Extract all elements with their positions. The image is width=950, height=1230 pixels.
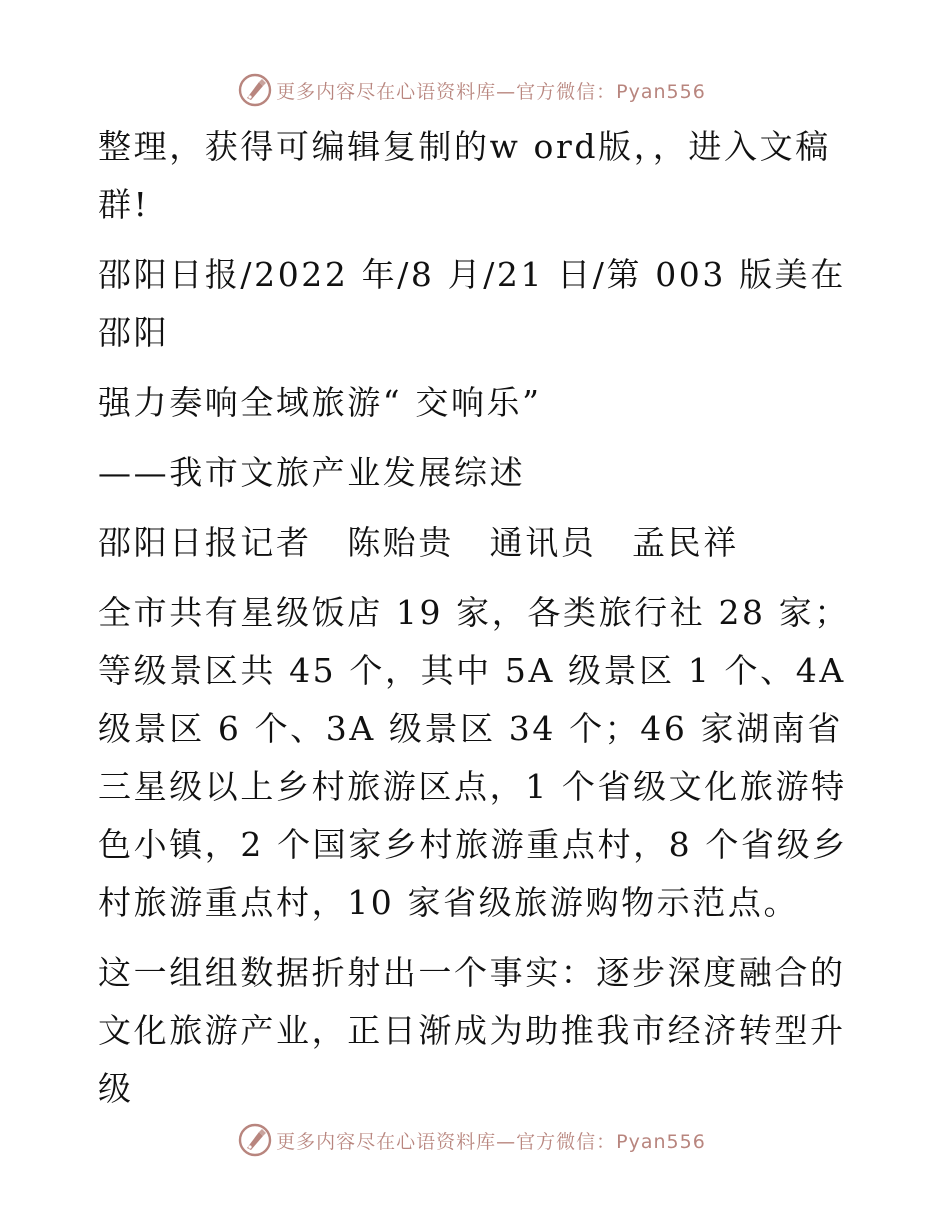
paragraph-conclusion: 这一组组数据折射出一个事实：逐步深度融合的文化旅游产业，正日渐成为助推我市经济转型升级 xyxy=(98,953,846,1108)
paragraph-intro: 整理，获得可编辑复制的w ord版，，进入文稿群! xyxy=(98,127,831,224)
pen-logo-icon xyxy=(238,1123,272,1157)
paragraph-source: 邵阳日报/2022 年/8 月/21 日/第 003 版美在邵阳 xyxy=(98,255,846,352)
watermark-text: 更多内容尽在心语资料库—官方微信：Pyan556 xyxy=(276,80,706,103)
footer-watermark xyxy=(0,1120,950,1160)
header-watermark xyxy=(0,70,950,110)
pen-logo-icon xyxy=(238,73,272,107)
article-title: 强力奏响全域旅游“ 交响乐” xyxy=(98,383,542,422)
article-body xyxy=(98,118,858,1118)
watermark-text: 更多内容尽在心语资料库—官方微信：Pyan556 xyxy=(276,1130,706,1153)
paragraph-statistics: 全市共有星级饭店 19 家，各类旅行社 28 家；等级景区共 45 个，其中 5A 级景区 1 个、4A 级景区 6 个、3A 级景区 34 个；46 家湖南省三星级以上乡村旅游区点，1 个省级文化旅游特色小镇，2 个国家乡村旅游重点村，8 个省级乡村旅游重点村，10 家省级旅游购物示范点。 xyxy=(98,593,850,922)
article-subtitle: ——我市文旅产业发展综述 xyxy=(98,453,526,492)
article-byline: 邵阳日报记者 陈贻贵 通讯员 孟民祥 xyxy=(98,523,739,562)
